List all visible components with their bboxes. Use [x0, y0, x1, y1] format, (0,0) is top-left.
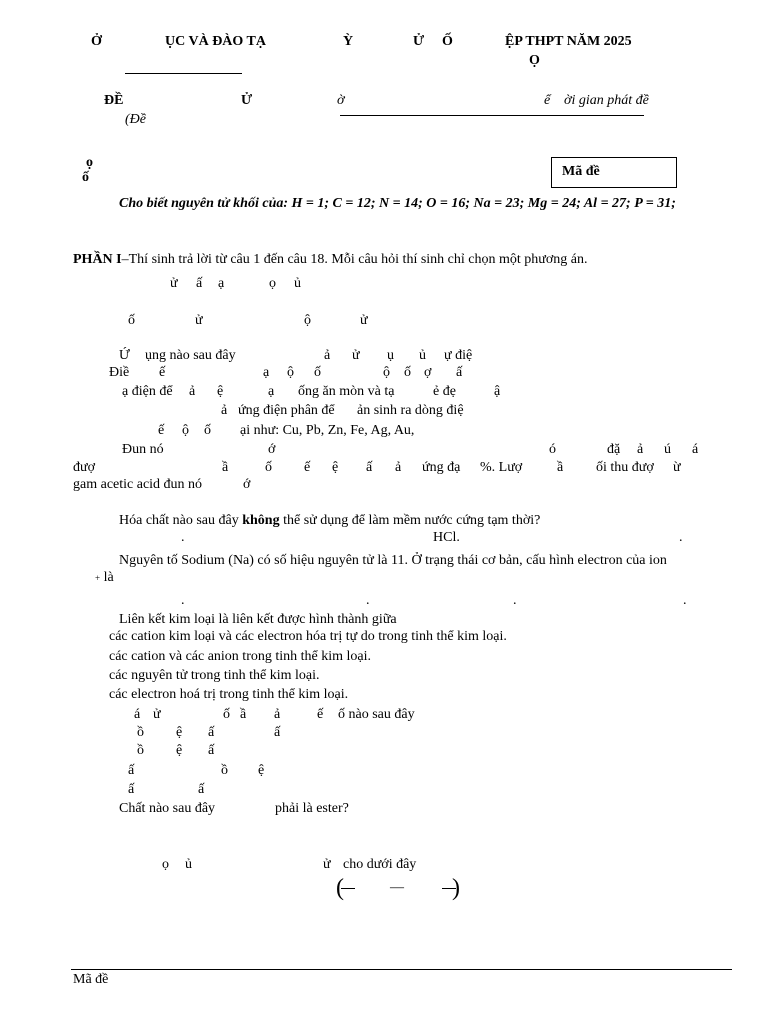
q1-option-a: Điề	[109, 365, 130, 380]
q1-option-a: ấ	[456, 365, 463, 380]
formula-bracket-left: (	[336, 875, 344, 901]
header-fragment: Ử	[413, 34, 425, 49]
q2-stem: ố	[265, 460, 272, 475]
q1-option-b: ạ	[268, 384, 275, 399]
q2-stem: ú	[664, 442, 671, 457]
q2-stem: ó	[549, 442, 556, 457]
q2-stem: ừ	[673, 460, 681, 475]
header-fragment: Ố	[442, 34, 453, 49]
q1-option-b: ạ điện để	[122, 384, 173, 399]
formula-bond: —	[390, 880, 404, 895]
formula-bond-right	[442, 888, 456, 889]
q6-option-b: ồ	[137, 743, 144, 758]
fragment: ử	[195, 313, 203, 328]
q1-option-d: ế	[158, 423, 165, 438]
part1-heading: PHẦN I–Thí sinh trả lời từ câu 1 đến câu 18. Mỗi câu hỏi thí sinh chỉ chọn một phương án.	[73, 252, 588, 267]
q3-stem: Hóa chất nào sau đây không thể sử dụng để làm mềm nước cứng tạm thời?	[119, 513, 541, 528]
time-note: ời gian phát đề	[564, 93, 649, 108]
q2-stem: %. Lượ	[480, 460, 523, 475]
q2-stem: gam acetic acid đun nó	[73, 477, 203, 492]
q1-stem: ự điệ	[444, 348, 473, 363]
q2-stem: á	[692, 442, 699, 457]
q1-stem: ử	[352, 348, 360, 363]
q6-stem: ử	[153, 707, 161, 722]
q1-option-b: ả	[189, 384, 196, 399]
q4-stem-continued: + là	[95, 570, 114, 585]
q6-stem: ế	[317, 707, 324, 722]
header-fragment: ỤC VÀ ĐÀO TẠ	[165, 34, 266, 49]
q2-stem: ứng đạ	[422, 460, 461, 475]
header-fragment: Ở	[91, 34, 102, 49]
q2-stem: ấ	[366, 460, 373, 475]
fragment: ạ	[218, 276, 225, 291]
fragment: ọ	[269, 276, 276, 291]
q1-option-c: ứng điện phân để	[238, 403, 335, 418]
q5-stem: Liên kết kim loại là liên kết được hình thành giữa	[119, 612, 397, 627]
q1-option-a: ố	[404, 365, 411, 380]
header-underline	[340, 115, 644, 116]
q6-option-c: ồ	[221, 763, 228, 778]
q5-option-a: các cation kim loại và các electron hóa trị tự do trong tinh thể kim loại.	[109, 629, 507, 644]
q4-option: .	[366, 593, 370, 608]
q5-option-b: các cation và các anion trong tinh thể kim loại.	[109, 649, 372, 664]
q1-option-c: ả	[221, 403, 228, 418]
q3-option: .	[181, 530, 185, 545]
q1-stem: ụ	[387, 348, 394, 363]
q1-stem: ả	[324, 348, 331, 363]
q4-option: .	[683, 593, 687, 608]
polymer-formula	[336, 874, 466, 904]
q6-stem: ầ	[240, 707, 247, 722]
fragment: ủ	[294, 276, 301, 291]
q2-stem: đượ	[73, 460, 95, 475]
q7-stem: Chất nào sau đây	[119, 801, 216, 816]
q6-stem: ố nào sau đây	[338, 707, 415, 722]
formula-bond-left	[341, 888, 355, 889]
fragment: ử	[170, 276, 178, 291]
q6-stem: ả	[274, 707, 281, 722]
q1-option-a: ợ	[424, 365, 432, 380]
q1-option-d: ại như: Cu, Pb, Zn, Fe, Ag, Au,	[240, 423, 415, 438]
q4-option: .	[513, 593, 517, 608]
q3-option: .	[679, 530, 683, 545]
q4-stem: Nguyên tố Sodium (Na) có số hiệu nguyên tử là 11. Ở trạng thái cơ bản, cấu hình electron của ion	[119, 553, 667, 568]
q2-stem: ế	[304, 460, 311, 475]
q6-option-d: ấ	[198, 782, 205, 797]
q1-option-b: ẻ đẹ	[433, 384, 456, 399]
q8-stem: ọ	[162, 857, 169, 872]
fragment: ố	[128, 313, 135, 328]
q1-option-d: ộ	[182, 423, 189, 438]
q1-option-a: ạ	[263, 365, 270, 380]
exam-label: ĐỀ	[104, 93, 124, 108]
header-fragment: Ử	[241, 93, 253, 108]
q2-stem: ớ	[243, 477, 251, 492]
q2-stem: ả	[395, 460, 402, 475]
exam-note: (Đề	[125, 112, 146, 127]
q6-option-a: ồ	[137, 725, 144, 740]
q1-option-d: ố	[204, 423, 211, 438]
header-fragment: Ỳ	[343, 34, 354, 49]
q8-stem: ử	[323, 857, 331, 872]
q1-option-a: ộ	[287, 365, 294, 380]
q2-stem: Đun nó	[122, 442, 164, 457]
q1-option-a: ế	[159, 365, 166, 380]
q8-stem: cho dưới đây	[343, 857, 417, 872]
q6-option-b: ệ	[176, 743, 183, 758]
q2-stem: ệ	[332, 460, 339, 475]
q6-option-c: ấ	[128, 763, 135, 778]
q6-option-c: ệ	[258, 763, 265, 778]
footer-exam-code: Mã đề	[73, 972, 109, 987]
footer-divider	[71, 969, 732, 970]
header-fragment: Ọ	[529, 53, 540, 68]
q2-stem: ối thu đượ	[596, 460, 654, 475]
formula-bracket-right: )	[452, 875, 460, 901]
q1-option-a: ố	[314, 365, 321, 380]
q1-stem: Ứ	[119, 348, 130, 363]
q2-stem: ầ	[557, 460, 564, 475]
q1-option-b: ậ	[494, 384, 501, 399]
q5-option-c: các nguyên tử trong tinh thể kim loại.	[109, 668, 320, 683]
exam-code-box	[551, 157, 677, 188]
q1-option-b: ống ăn mòn và tạ	[298, 384, 395, 399]
atomic-masses-note: Cho biết nguyên tử khối của: H = 1; C = 12; N = 14; O = 16; Na = 23; Mg = 24; Al = 27; P = 31;	[119, 196, 676, 211]
q2-stem: ả	[637, 442, 644, 457]
q6-stem: á	[134, 707, 141, 722]
q2-stem: ớ	[268, 442, 276, 457]
q1-option-a: ộ	[383, 365, 390, 380]
q1-option-b: ệ	[217, 384, 224, 399]
fragment: ử	[360, 313, 368, 328]
header-divider	[125, 73, 242, 74]
q1-stem: ụng nào sau đây	[145, 348, 236, 363]
q5-option-d: các electron hoá trị trong tinh thể kim loại.	[109, 687, 349, 702]
q8-stem: ủ	[185, 857, 192, 872]
q2-stem: đặ	[607, 442, 621, 457]
q1-option-c: ản sinh ra dòng điệ	[357, 403, 464, 418]
name-label-fragment: ọ	[86, 155, 93, 170]
exam-title: ỆP THPT NĂM 2025	[505, 34, 632, 49]
q6-option-a: ấ	[208, 725, 215, 740]
header-fragment: ờ	[337, 93, 345, 108]
q6-option-a: ấ	[274, 725, 281, 740]
q6-option-d: ấ	[128, 782, 135, 797]
q6-stem: ố	[223, 707, 230, 722]
fragment: ấ	[196, 276, 203, 291]
header-fragment: ể	[544, 93, 551, 108]
exam-code-label: Mã đề	[562, 164, 600, 179]
fragment: ộ	[304, 313, 311, 328]
q6-option-a: ệ	[176, 725, 183, 740]
q7-stem: phải là ester?	[275, 801, 349, 816]
q2-stem: ầ	[222, 460, 229, 475]
q1-stem: ủ	[419, 348, 426, 363]
number-label-fragment: ố	[82, 170, 89, 185]
q4-option: .	[181, 593, 185, 608]
q3-option-hcl: HCl.	[433, 530, 460, 545]
q6-option-b: ấ	[208, 743, 215, 758]
